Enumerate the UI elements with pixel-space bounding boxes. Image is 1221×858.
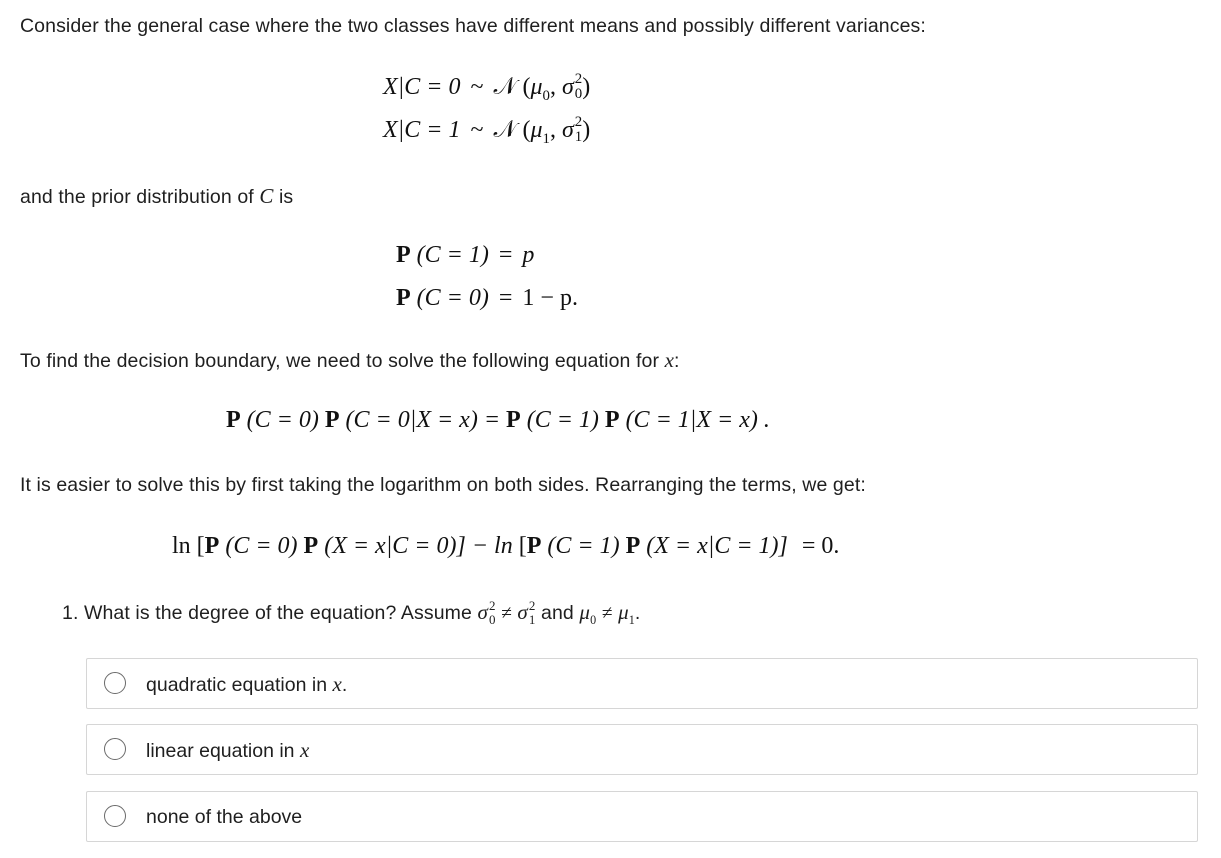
boundary-equation: P (C = 0) P (C = 0|X = x) = P (C = 1) P (C = 1|X = x) . (226, 407, 770, 433)
prior-text: and the prior distribution of C is (20, 184, 294, 208)
option-none-label: none of the above (146, 806, 303, 828)
dist-equation-class-1: X|C = 1 ~ 𝒩 ($\mu_1$, σ 2 1 ) (383, 113, 591, 147)
radio-linear[interactable] (104, 738, 126, 760)
option-linear-label: linear equation in x (146, 738, 310, 762)
dist-equation-class-0: X|C = 0 ~ 𝒩 ($\mu_0$, σ 2 0 ) (383, 70, 591, 104)
boundary-text: To find the decision boundary, we need to solve the following equation for x: (20, 348, 680, 372)
question-text: 1. What is the degree of the equation? Assume σ 2 0 ≠ σ 2 1 and $\mu_0 \ne \mu_1$. (62, 598, 641, 627)
option-quadratic[interactable] (86, 658, 1198, 709)
prior-equation-c0: P (C = 0) = 1 − p. (396, 285, 578, 311)
intro-text: Consider the general case where the two classes have different means and possibly different variances: (20, 15, 926, 37)
option-none[interactable] (86, 791, 1198, 842)
radio-quadratic[interactable] (104, 672, 126, 694)
log-equation: ln [P (C = 0) P (X = x|C = 0)] − ln [P (C = 1) P (X = x|C = 1)] = 0. (172, 533, 840, 559)
radio-none[interactable] (104, 805, 126, 827)
option-linear[interactable] (86, 724, 1198, 775)
log-text: It is easier to solve this by first taking the logarithm on both sides. Rearranging the terms, we get: (20, 474, 866, 496)
option-quadratic-label: quadratic equation in x. (146, 672, 348, 696)
prior-equation-c1: P (C = 1) = p (396, 242, 535, 268)
